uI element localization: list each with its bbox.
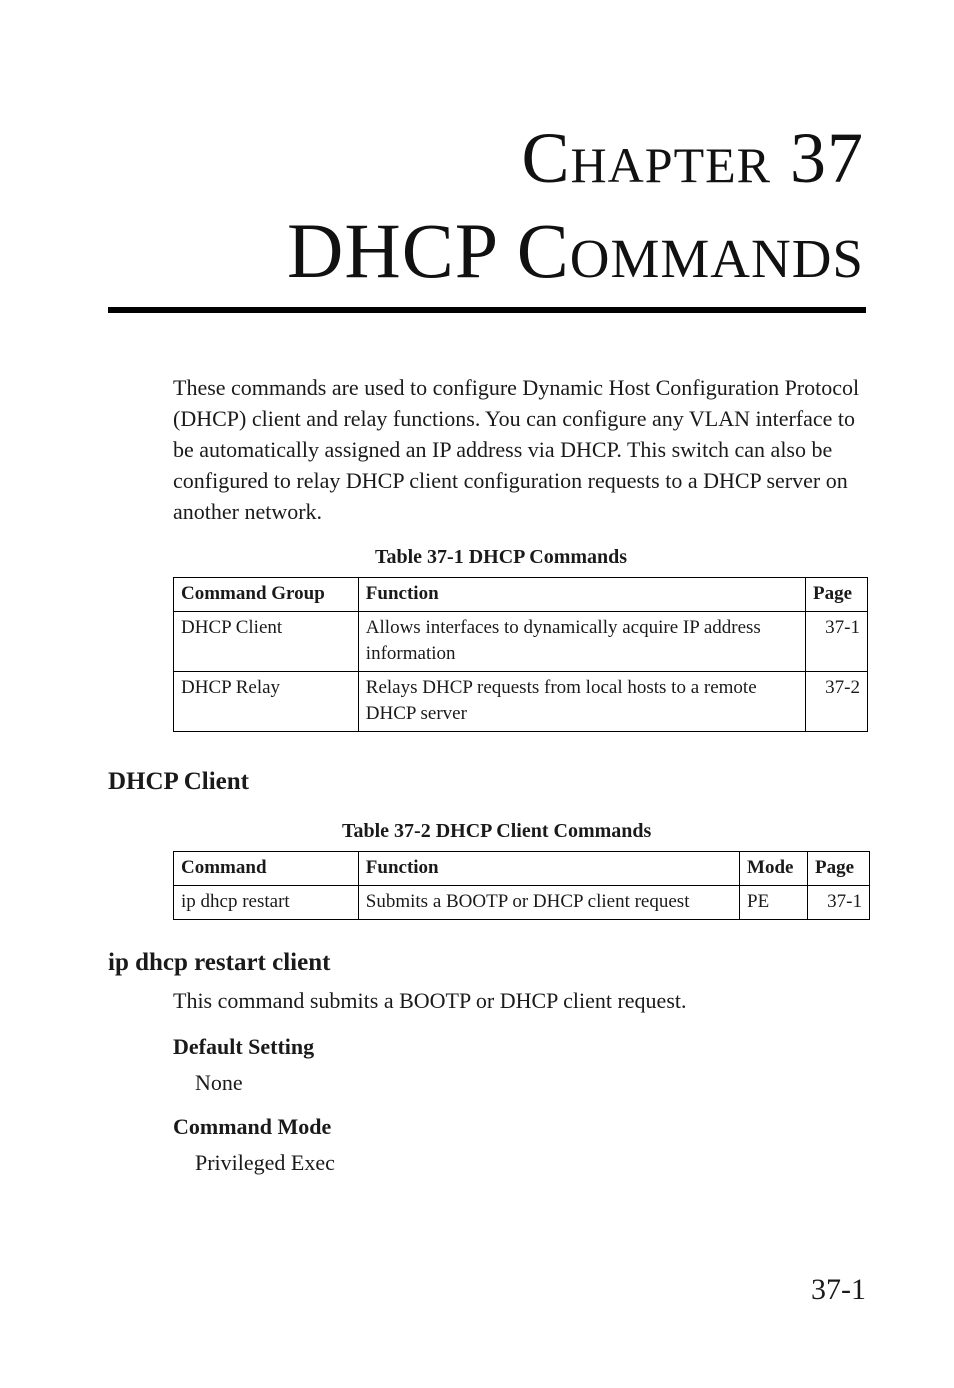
- default-setting-label: Default Setting: [173, 1034, 315, 1059]
- dhcp-client-commands-table: [173, 851, 870, 920]
- table-cell: 37-1: [808, 886, 870, 920]
- table-row: [174, 886, 870, 920]
- table-header-cell: Function: [358, 578, 805, 612]
- table-cell: Allows interfaces to dynamically acquire IP address information: [358, 612, 805, 672]
- table-cell: Submits a BOOTP or DHCP client request: [358, 886, 739, 920]
- table2-caption: Table 37-2 DHCP Client Commands: [342, 820, 652, 842]
- intro-paragraph: These commands are used to configure Dynamic Host Configuration Protocol (DHCP) client and relay functions. You can configure any VLAN interface to be automatically assigned an IP address via DHCP. This switch can also be configured to relay DHCP client configuration requests to a DHCP server on another network.: [173, 375, 860, 524]
- chapter-title: DHCP Commands: [287, 207, 864, 294]
- table-cell: Relays DHCP requests from local hosts to a remote DHCP server: [358, 672, 805, 732]
- title-rule: [108, 307, 866, 313]
- command-mode-label: Command Mode: [173, 1114, 332, 1139]
- table-cell: 37-1: [806, 612, 868, 672]
- table-header-cell: Page: [806, 578, 868, 612]
- table-header-cell: Function: [358, 852, 739, 886]
- table-row: [174, 612, 868, 672]
- table-cell: PE: [740, 886, 808, 920]
- table-header-row: [174, 852, 870, 886]
- table-header-cell: Page: [808, 852, 870, 886]
- table-header-row: [174, 578, 868, 612]
- dhcp-commands-table: [173, 577, 868, 732]
- table-row: [174, 672, 868, 732]
- table-cell: 37-2: [806, 672, 868, 732]
- table-header-cell: Command: [174, 852, 359, 886]
- command-heading: ip dhcp restart client: [108, 949, 331, 976]
- table-cell: ip dhcp restart: [174, 886, 359, 920]
- section-heading: DHCP Client: [108, 768, 249, 795]
- table-cell: DHCP Client: [174, 612, 359, 672]
- table-cell: DHCP Relay: [174, 672, 359, 732]
- table-header-cell: Command Group: [174, 578, 359, 612]
- table-header-cell: Mode: [740, 852, 808, 886]
- command-description: This command submits a BOOTP or DHCP client request.: [173, 988, 687, 1013]
- default-setting-value: None: [195, 1070, 243, 1095]
- chapter-number: Chapter 37: [521, 118, 864, 198]
- table1-caption: Table 37-1 DHCP Commands: [375, 546, 628, 568]
- command-mode-value: Privileged Exec: [195, 1150, 335, 1175]
- page-number: 37-1: [811, 1273, 866, 1306]
